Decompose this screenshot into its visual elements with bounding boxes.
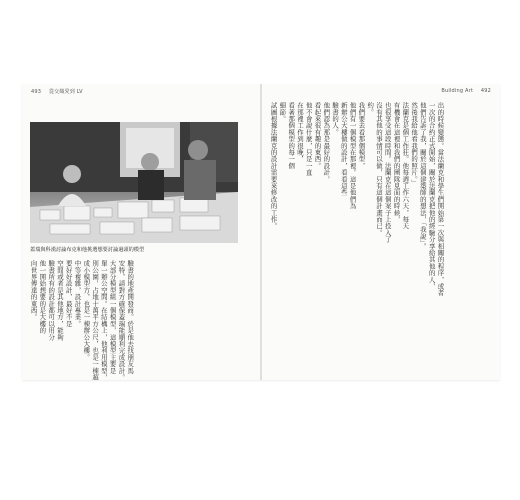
left-text-line: 大部分模型組一個模型，這模型主要是 xyxy=(108,260,117,374)
left-page-header xyxy=(28,88,86,95)
right-page-number: 492 xyxy=(480,88,491,94)
left-page-text xyxy=(29,260,135,381)
left-text-line: 驗書的地產開發商。於是他去找朋友馬 xyxy=(126,260,135,374)
left-text-line: 中等複雜，設計專業。 xyxy=(73,260,82,327)
right-text-line: 然後我給他看我們的照片。」 xyxy=(410,102,419,186)
left-page-number: 493 xyxy=(31,89,42,95)
left-text-line: 安特，請對方確保蓋瑞能順利完成設計。 xyxy=(117,260,126,381)
right-text-line: 看著那個模型的每一個 xyxy=(287,102,296,169)
right-text-line: 約。 xyxy=(366,102,375,116)
right-text-line: 試圖根據法蘭克的設計需要來修改的工作。 xyxy=(269,102,278,230)
right-text-line: 一次的合約正式開始，關於法蘭克把他的經驗分享給其他的人， xyxy=(427,102,436,290)
right-text-line: 在那裡工作到很晚， xyxy=(295,102,304,163)
right-text-line: 他們告訴了我，關於這個建築師的想法，「我說」。 xyxy=(418,102,427,250)
right-text-line: 他們認為那是最好的設計， xyxy=(322,102,331,183)
gutter xyxy=(260,84,262,380)
right-text-line: 也很享受這段時間。法蘭克在這個案子上投入了 xyxy=(383,102,392,243)
right-text-line: 驗書的人。 xyxy=(331,102,340,136)
book-spread xyxy=(22,84,500,380)
figure-caption: 蓋瑞與科漢討論布克和他挑選想要討論過頭的模型 xyxy=(30,247,145,253)
left-running-head: 從交織愛到 LV xyxy=(48,89,83,95)
right-text-line: 看起來很有趣的東西。 xyxy=(313,102,322,169)
right-text-line: 沒有其他的事情可以做，只有這個計畫而已。 xyxy=(374,102,383,236)
right-text-line: 他不會說什麼，只是一直 xyxy=(304,102,313,176)
left-text-line: 要好好設計，最好不是 xyxy=(64,260,73,327)
right-text-line: 出的時候變態。當法蘭克和學生們開始第一次與相關的程序，或者 xyxy=(436,102,445,297)
right-text-line: 細節。 xyxy=(278,102,287,123)
left-text-line: 成小模型方，也是一棟辦公大樓。 xyxy=(82,260,91,361)
left-text-line: 單一辦公空間。在結構上，他利用模型， xyxy=(99,260,108,381)
right-text-line: 新辦公大樓做的設計，看看這些 xyxy=(339,102,348,196)
right-page-header xyxy=(438,88,494,94)
right-text-line: 有機會在這裡和我們的團隊見面的時候， xyxy=(392,102,401,223)
right-running-head: Building Art xyxy=(441,88,474,94)
left-text-line: 空間或者是其他地方，能夠 xyxy=(55,260,64,341)
right-page-text xyxy=(270,102,443,372)
right-text-line: 我們要去看那個模型， xyxy=(357,102,366,169)
left-text-line: 他一開始想要的是大樓的 xyxy=(38,260,47,334)
left-text-line: 別公園，占地十萬平方公尺，也是一棟超 xyxy=(91,260,100,381)
right-text-line: 法蘭克是個工作狂。他每週工作六天，每天 xyxy=(401,102,410,230)
right-text-line: 他們有一個模型在那裡。這是他們為 xyxy=(348,102,357,210)
photo-model-discussion xyxy=(30,122,238,243)
left-text-line: 驗書所有的設計都可以用分 xyxy=(47,260,56,341)
left-text-line: 向世界傳達的東西。 xyxy=(29,260,38,321)
